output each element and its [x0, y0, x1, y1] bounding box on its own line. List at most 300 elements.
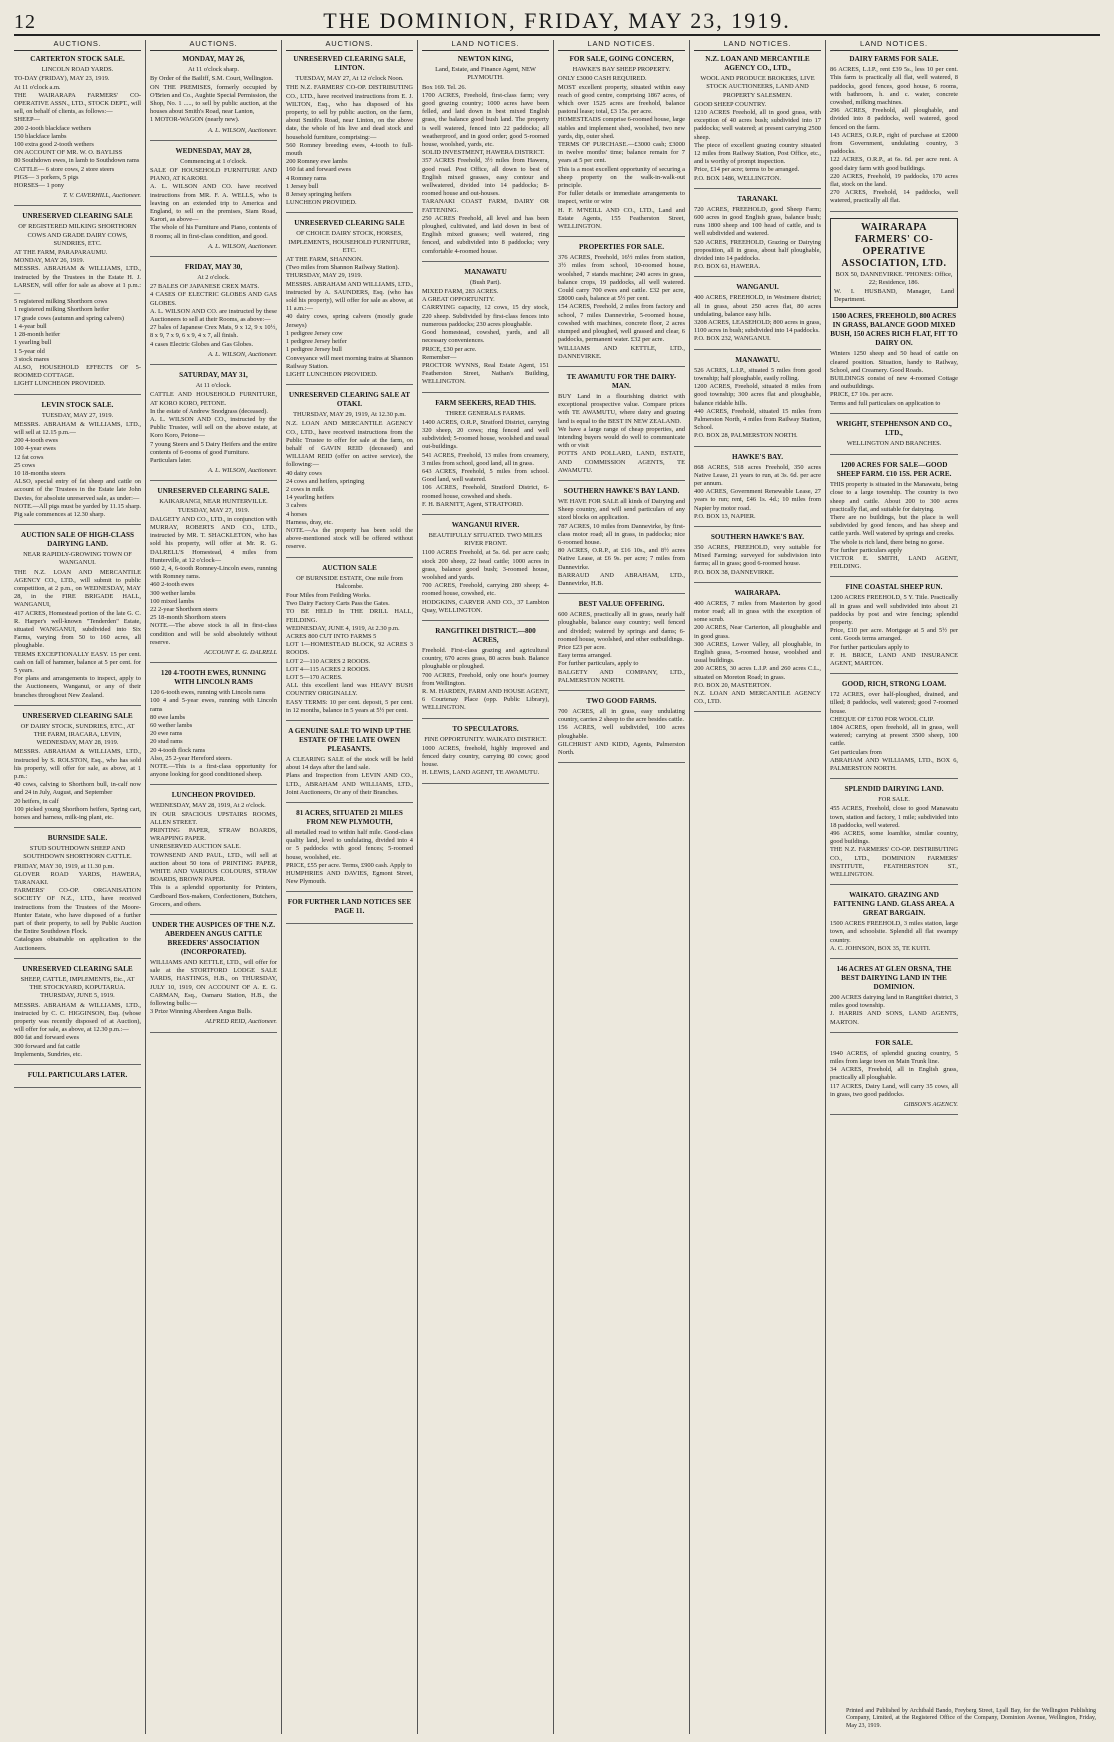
ad-text: MESSRS. ABRAHAM & WILLIAMS, LTD., instructed by S. ROLSTON, Esq., who has sold his property, will offer for sale, as above, at 1 p.m.: — [14, 748, 141, 781]
ad-text: H. F. M'NEILL AND CO., LTD., Land and Estate Agents, 155 Featherston Street, WELLINGTON. — [558, 206, 685, 231]
ad-text: 1 registered milking Shorthorn heifer — [14, 306, 110, 314]
ad-text: 17 grade cows (autumn and spring calvers) — [14, 314, 125, 322]
ad-text: We have a large range of cheap properties, and intending buyers would do well to communicate with or visit — [558, 425, 685, 450]
ad-subheadline: HAWKE'S BAY SHEEP PROPERTY. — [572, 66, 671, 74]
ad-signature: ACCOUNT E. G. DALRELL — [204, 648, 277, 656]
ad-subheadline: NEAR RAPIDLY-GROWING TOWN OF WANGANUI. — [23, 551, 132, 567]
ad-headline: LUNCHEON PROVIDED. — [171, 791, 256, 800]
ad-text: The piece of excellent grazing country situated 12 miles from Railway Station, Post Office, etc., and is worthy of prompt inspection. — [694, 141, 821, 166]
ad-headline: FARM SEEKERS, READ THIS. — [435, 398, 536, 407]
ad-text: 1 Jersey bull — [286, 182, 319, 190]
advertisement — [286, 55, 413, 213]
ad-text: LOT 1—HOMESTEAD BLOCK, 92 ACRES 3 ROODS. — [286, 641, 413, 657]
ad-text: Good homestead, cowshed, yards, and all necessary conveniences. — [422, 329, 549, 345]
ad-text: Harness, dray, etc. — [286, 518, 333, 526]
column-2 — [146, 40, 282, 1734]
ad-text: (Two miles from Shannon Railway Station). — [286, 264, 400, 272]
ad-text: 455 ACRES, Freehold, close to good Manawatu town, station and factory, 1 mile; subdivided into 18 paddocks, well watered. — [830, 805, 958, 829]
ad-headline: BEST VALUE OFFERING. — [578, 600, 665, 609]
advertisement — [830, 583, 958, 674]
ad-text: 200 2-tooth blackface wethers — [14, 124, 92, 132]
advertisement — [830, 1039, 958, 1115]
ad-headline: WANGANUI RIVER. — [451, 520, 520, 529]
ad-text: BALGETY AND COMPANY, LTD., PALMERSTON NORTH. — [558, 668, 685, 684]
advertisement — [694, 533, 821, 583]
ad-text: 20 heifers, in calf — [14, 797, 59, 805]
ad-text: HODGKINS, CARVER AND CO., 37 Lambton Quay, WELLINGTON. — [422, 598, 549, 614]
advertisement — [422, 55, 549, 262]
ad-headline: UNRESERVED CLEARING SALE — [22, 711, 133, 720]
ad-text: 156 ACRES, well subdivided, 100 acres ploughable. — [558, 724, 685, 740]
ad-text: Price £23 per acre. — [558, 643, 606, 651]
ad-text: THE N.Z. LOAN AND MERCANTILE AGENCY CO., LTD., will submit to public competition, at 2 p.m., on WEDNESDAY, MAY 28, in the FIRE BRIGADE HALL, WANGANUI, — [14, 568, 141, 609]
advertisement — [558, 373, 685, 481]
advertisement — [150, 487, 277, 663]
ad-headline: WAIRARAPA. — [734, 588, 781, 597]
ad-text: N.Z. LOAN AND MERCANTILE AGENCY CO., LTD., have received instructions from the Public Trustee to offer for sale at the farm, on behalf of GAVIN REID (deceased) and WILLIAM REID (offer on active service), the following:— — [286, 420, 413, 469]
advertisement — [558, 697, 685, 763]
ad-subheadline: LINCOLN ROAD YARDS. — [41, 66, 114, 74]
column-1 — [10, 40, 146, 1734]
ad-text: 1 pedigree Jersey bull — [286, 346, 342, 354]
ad-text: 60 wether lambs — [150, 722, 193, 729]
ad-text: SHEEP— — [14, 116, 40, 124]
ad-subheadline: At 11 o'clock sharp. — [188, 66, 239, 74]
ad-text: 4 horses — [286, 510, 308, 518]
ad-text: 200 ACRES, Near Carterton, all ploughable and in good grass. — [694, 624, 821, 640]
ad-text: 400 ACRES, Government Renewable Lease, 27 years to run; rent, £46 1s. 4d.; 10 miles from Napier by motor road. — [694, 488, 821, 512]
ad-text: F. H. BARNITT, Agent, STRATFORD. — [422, 500, 524, 508]
advertisement — [286, 564, 413, 721]
ad-text: SALE OF HOUSEHOLD FURNITURE AND PIANO, AT KARORI. — [150, 167, 277, 183]
ad-text: NOTE.—As the property has been sold the above-mentioned stock will be offered without reserve. — [286, 526, 413, 551]
advertisement — [694, 55, 821, 189]
ad-text: 1 MOTOR-WAGON (nearly new). — [150, 116, 240, 124]
ad-headline: AUCTION SALE — [322, 563, 377, 572]
advertisement — [830, 55, 958, 211]
ad-text: Also, 25 2-year Hereford steers. — [150, 754, 232, 762]
ad-text: Implements, Sundries, etc. — [14, 1050, 82, 1058]
ad-text: 24 cows and heifers, springing — [286, 477, 365, 485]
ad-subheadline: BOX 50, DANNEVIRKE. 'PHONES: Office, 22; Residence, 186. — [835, 270, 953, 286]
ad-text: SOLID INVESTMENT, HAWERA DISTRICT. — [422, 149, 545, 157]
ad-subheadline: At 11 o'clock. — [195, 382, 232, 390]
ad-headline: CARTERTON STOCK SALE. — [30, 55, 125, 64]
masthead — [14, 8, 1100, 36]
ad-headline: FOR FURTHER LAND NOTICES SEE PAGE 11. — [287, 898, 412, 916]
ad-subheadline: (Bush Part). — [470, 278, 501, 286]
ad-signature: A. L. WILSON, Auctioneer. — [208, 467, 277, 475]
ad-headline: FRIDAY, MAY 30, — [184, 263, 243, 272]
ad-text: 4 cases Electric Globes and Gas Globes. — [150, 340, 254, 348]
ad-text: TO BE HELD In THE DRILL HALL, FEILDING. — [286, 608, 413, 624]
ad-text: The whole of his Furniture and Piano, contents of 8 rooms; all in first-class condition, and good. — [150, 224, 277, 240]
ad-text: 600 ACRES, practically all in grass, nearly half ploughable, balance easy country; well fenced and divided; watered by springs and dams; 6-roomed house, woolshed, and other outbuildings. — [558, 611, 685, 643]
advertisement — [14, 212, 141, 394]
ad-text: Two Dairy Factory Carts Pass the Gates. — [286, 600, 390, 608]
ad-text: P.O. BOX 1486, WELLINGTON. — [694, 174, 781, 182]
ad-text: J. HARRIS AND SONS, LAND AGENTS, MARTON. — [830, 1010, 958, 1026]
ad-text: 40 dairy cows — [286, 469, 322, 477]
ad-text: Particulars later. — [150, 456, 192, 464]
ad-text: NOTE.—All pigs must be yarded by 11.15 sharp. Pig sale commences at 12.30 sharp. — [14, 502, 141, 518]
ad-text: THE N.Z. FARMERS' CO-OP. DISTRIBUTING CO., LTD., have received instructions from E. J. WILTON, Esq., who has disposed of his property, to sell by public auction, on the farm, about Smith's Road, near Linton, on the above date, the whole of his live and dead stock and household furniture, comprising:— — [286, 84, 413, 141]
column-heading: AUCTIONS. — [14, 40, 141, 51]
ad-text: TO-DAY (FRIDAY), MAY 23, 1919. — [14, 75, 110, 83]
ad-headline: TE AWAMUTU FOR THE DAIRY-MAN. — [566, 372, 677, 390]
ad-text: H. LEWIS, LAND AGENT, TE AWAMUTU. — [422, 769, 540, 777]
ad-text: MIXED FARM, 283 ACRES. — [422, 288, 499, 296]
ad-text: 350 ACRES, FREEHOLD, very suitable for Mixed Farming; surveyed for subdivision into farms; all in grass; good 6-roomed house. — [694, 543, 821, 568]
ad-text: Four Miles from Feilding Works. — [286, 591, 371, 599]
ad-text: 25 cows — [14, 461, 36, 469]
ad-text: CATTLE AND HOUSEHOLD FURNITURE, AT KORO KORO, PETONE. — [150, 391, 277, 407]
ad-text: 143 ACRES, O.R.P., right of purchase at £2000 from Government, undulating country, 3 paddocks. — [830, 131, 958, 156]
ad-subheadline: OF CHOICE DAIRY STOCK, HORSES, IMPLEMENTS, HOUSEHOLD FURNITURE, ETC. — [288, 230, 411, 254]
ad-text: 400 ACRES, 7 miles from Masterton by good motor road; all in grass with the exception of some scrub. — [694, 599, 821, 624]
ad-headline: TARANAKI. — [737, 194, 778, 203]
advertisement — [150, 921, 277, 1033]
ad-headline: FOR SALE. — [875, 1038, 913, 1047]
ad-text: 117 ACRES, Dairy Land, will carry 35 cows, all in grass, two good paddocks. — [830, 1082, 958, 1098]
advertisement — [150, 55, 277, 141]
ad-headline: 1500 ACRES, FREEHOLD, 800 ACRES IN GRASS, BALANCE GOOD MIXED BUSH, 150 ACRES RICH FLAT, FIT TO DAIRY ON. — [830, 312, 958, 348]
ad-subheadline: KAIKARANGI, NEAR HUNTERVILLE. TUESDAY, MAY 27, 1919. — [159, 498, 268, 514]
ad-text: 496 ACRES, some loamlike, similar country, good buildings. — [830, 830, 958, 846]
ad-text: A. C. JOHNSON, BOX 35, TE KUITI. — [830, 944, 931, 952]
ad-text: WEDNESDAY, MAY 28, 1919, At 2 o'clock. — [150, 802, 266, 810]
ad-subheadline: BEAUTIFULLY SITUATED. TWO MILES RIVER FRONT. — [428, 531, 543, 548]
ad-text: ONLY £3000 CASH REQUIRED. — [558, 75, 647, 83]
ad-headline: WAIRARAPA FARMERS' CO-OPERATIVE ASSOCIATION, LTD. — [841, 221, 947, 269]
advertisement — [694, 195, 821, 278]
advertisement — [830, 785, 958, 885]
advertisement — [14, 834, 141, 959]
ad-text: 100 4-year ewes — [14, 445, 56, 453]
advertisement — [286, 727, 413, 803]
advertisement — [286, 898, 413, 924]
ad-text: FARMERS' CO-OP. ORGANISATION SOCIETY OF N.Z., LTD., have received instructions from the Trustees of the Moore-Hunter Estate, who have disposed of a further part of their property, to sell by Public Auction the Entire Southdown Flock. — [14, 887, 141, 936]
ad-text: 1 yearling bull — [14, 339, 52, 347]
ad-text: 700 ACRES, Freehold, only one hour's journey from Wellington. — [422, 671, 549, 687]
ad-text: MESSRS. ABRAHAM & WILLIAMS, LTD., instructed by C. C. HIGGINSON, Esq. (whose property was recently disposed of at Auction), will offer for sale, as above, at 12.30 p.m.:— — [14, 1001, 141, 1034]
ad-text: 100 picked young Shorthorn heifers, Spring cart, horses and harness, milk-ing plant, etc. — [14, 805, 141, 822]
ad-text: 12 fat cows — [14, 453, 44, 461]
ad-text: 34 ACRES, Freehold, all in English grass, practically all ploughable. — [830, 1066, 958, 1082]
ad-text: Easy terms arranged. — [558, 652, 612, 660]
ad-text: PRICE, £7 10s. per acre. — [830, 391, 894, 399]
ad-headline: SPLENDID DAIRYING LAND. — [844, 785, 944, 794]
ad-text: 560 Romney breeding ewes, 4-tooth to full-mouth — [286, 141, 413, 158]
advertisement — [694, 589, 821, 713]
ad-text: MONDAY, MAY 26, 1919. — [14, 257, 85, 265]
ad-text: 1 4-year bull — [14, 322, 47, 330]
ad-text: Plans and Inspection from LEVIN AND CO., LTD., ABRAHAM AND WILLIAMS, LTD., Joint Auctioneers, Or any of their Branches. — [286, 772, 413, 796]
ad-text: W. I. HUSBAND, Manager, Land Department. — [834, 288, 954, 304]
ad-text: FRIDAY, MAY 30, 1919, at 11.30 p.m. — [14, 862, 115, 870]
ad-headline: FINE COASTAL SHEEP RUN. — [845, 583, 943, 592]
ad-headline: SOUTHERN HAWKE'S BAY LAND. — [563, 486, 680, 495]
advertisement — [558, 55, 685, 237]
ad-text: A. L. WILSON AND CO. have received instructions from MR. F. A. WELLS, who is leaving on an extended trip to America and England, to sell on the premises, Siam Road, Karori, as above— — [150, 183, 277, 224]
ad-text: Winters 1250 sheep and 50 head of cattle on cleared position. Situation, handy to Railway, School, and Creamery. Good Roads. — [830, 350, 958, 374]
ad-text: ALL this excellent land was HEAVY BUSH COUNTRY ORIGINALLY. — [286, 682, 413, 698]
ad-text: At 11 o'clock a.m. — [14, 83, 61, 91]
ad-text: In the estate of Andrew Snodgrass (deceased). — [150, 407, 269, 415]
ad-text: HUMPHRIES AND DAVIES, Egmont Street, New Plymouth. — [286, 870, 413, 886]
ad-text: LOT 4—115 ACRES 2 ROODS. — [286, 665, 371, 673]
ad-text: BUY Land in a flourishing district with exceptional prospective value. Compare prices with TE AWAMUTU, where dairy and grazing land is equal to the BEST IN NEW ZEALAND. — [558, 392, 685, 425]
ad-text: Freehold. First-class grazing and agricultural country, 670 acres grass, 80 acres bush. Balance ploughable or ploughed. — [422, 646, 549, 671]
ad-signature: GIBSON'S AGENCY. — [903, 1101, 958, 1109]
ad-text: For further particulars apply — [830, 546, 903, 554]
ad-text: 1200 ACRES FREEHOLD, 5 Y. Title. Practically all in grass and well subdivided into about 21 paddocks by post and wire fencing; splendid property. — [830, 594, 958, 626]
ad-text: IN OUR SPACIOUS UPSTAIRS ROOMS, ALLEN STREET. — [150, 810, 277, 826]
ad-headline: 81 ACRES, SITUATED 21 MILES FROM NEW PLYMOUTH, — [296, 809, 403, 827]
ad-subheadline: STUD SOUTHDOWN SHEEP AND SOUTHDOWN SHORTHORN CATTLE. — [23, 845, 132, 861]
ad-text: Price, £10 per acre. Mortgage at 5 and 5½ per cent. Goods terms arranged. — [830, 627, 958, 643]
ad-signature: T. V. CAVERHILL, Auctioneer. — [63, 192, 141, 200]
ad-headline: 146 ACRES AT GLEN ORSNA, THE BEST DAIRYING LAND IN THE DOMINION. — [836, 965, 952, 992]
advertisement — [558, 600, 685, 691]
ad-text: Price, £14 per acre; terms to be arranged. — [694, 166, 800, 174]
ad-text: 1 pedigree Jersey cow — [286, 329, 343, 337]
ad-text: Terms and full particulars on application to — [830, 399, 941, 407]
ad-headline: UNRESERVED CLEARING SALE AT OTAKI. — [288, 391, 411, 409]
ad-subheadline: Commencing at 1 o'clock. — [180, 157, 247, 165]
ad-text: 1 pedigree Jersey heifer — [286, 338, 347, 346]
ad-text: 200 ACRES dairying land in Rangitikei district, 3 miles good township. — [830, 994, 958, 1010]
ad-text: NOTE.—This is a first-class opportunity for anyone looking for good conditioned sheep. — [150, 763, 277, 779]
ad-signature: ALFRED REID, Auctioneer. — [205, 1018, 277, 1026]
ad-text: 417 ACRES, Homestead portion of the late G. C. R. Harper's well-known "Tenderden" Estate, situated WANGANUI, subdivided into Six Farms, varying from 50 to 160 acres, all ploughable. — [14, 609, 141, 650]
ad-text: 22 2-year Shorthorn steers — [150, 605, 218, 613]
ad-text: HOMESTEADS comprise 6-roomed house, large stables and implement shed, woolshed, two new yards, dip, outer shed. — [558, 116, 685, 140]
ad-headline: MONDAY, MAY 26, — [182, 55, 245, 64]
ad-text: 27 bales of Japanese Crex Mats, 9 x 12, 9 x 10½, 8 x 9, 7 x 9, 6 x 9, 4 x 7, all finish. — [150, 324, 277, 340]
ad-headline: A GENUINE SALE TO WIND UP THE ESTATE OF THE LATE OWEN PLEASANTS. — [288, 727, 411, 754]
ad-text: 460 2-tooth ewes — [150, 581, 195, 589]
ad-text: 357 ACRES Freehold, 3½ miles from Hawera, good road. Post Office, all down to best of English mixed grasses, easy contour and wellwatered, divided into 14 paddocks; 8-roomed house and out-houses. — [422, 157, 549, 198]
advertisement — [830, 312, 958, 413]
ad-text: MESSRS. ABRAHAM & WILLIAMS, LTD., instructed by the Trustees in the Estate H. J. LARSEN, will offer for sale as above at 1 p.m.:— — [14, 265, 141, 298]
newspaper-title: THE DOMINION, FRIDAY, MAY 23, 1919. — [323, 8, 791, 33]
advertisement — [14, 965, 141, 1065]
ad-text: LIGHT LUNCHEON PROVIDED. — [286, 370, 378, 378]
ad-text: 172 ACRES, over half-ploughed, drained, and tilled; 8 paddocks, well watered; good 7-roomed house. — [830, 691, 958, 715]
ad-text: ON THE PREMISES, formerly occupied by O'Brien and Co., Aughtie Special Permission, the Shop, No. 1 ....., to sell by public auction, at the houses about Smith's Road, near Lanton, — [150, 83, 277, 116]
ad-text: P.O. BOX 20, MASTERTON. — [694, 681, 772, 689]
ad-text: There are no buildings, but the place is well subdivided by good fences, and has sheep and cattle yards. Well watered by springs and creeks. — [830, 513, 958, 538]
advertisement — [14, 1071, 141, 1088]
ad-text: 5 registered milking Shorthorn cows — [14, 298, 108, 306]
ad-text: 106 ACRES, Freehold, Stratford District, 6-roomed house, cowshed and sheds. — [422, 484, 549, 500]
advertisement — [422, 725, 549, 784]
ad-text: 120 6-tooth ewes, running with Lincoln rams — [150, 689, 266, 697]
ad-text: A CLEARING SALE of the stock will be held about 14 days after the land sale. — [286, 756, 413, 772]
ad-text: BUILDINGS consist of new 4-roomed Cottage and outbuildings. — [830, 375, 958, 391]
ad-text: 86 ACRES, L.I.P., rent £39 5s., less 10 per cent. This farm is practically all flat, well watered, 8 paddocks, good fences, good house, 6 rooms, with bathroom, h. and c. water, concrete cowshed, milking machines. — [830, 66, 958, 107]
ad-headline: DAIRY FARMS FOR SALE. — [849, 55, 939, 64]
newspaper-columns — [10, 40, 1104, 1734]
ad-text: 122 ACRES, O.R.P., at 6s. 6d. per acre rent. A good dairy farm with good buildings. — [830, 156, 958, 172]
ad-text: all metalled road to within half mile. Good-class quality land, level to undulating, divided into 4 or 5 paddocks with good fences; 5-roomed house, woolshed, etc. — [286, 829, 413, 861]
ad-signature: A. L. WILSON, Auctioneer. — [208, 350, 277, 358]
ad-text: 1940 ACRES, of splendid grazing country, 5 miles from large town on Main Trunk line. — [830, 1049, 958, 1066]
ad-headline: GOOD, RICH, STRONG LOAM. — [841, 680, 947, 689]
ad-text: 800 fat and forward ewes — [14, 1034, 79, 1042]
ad-signature: A. L. WILSON, Auctioneer. — [208, 242, 277, 250]
ad-headline: UNDER THE AUSPICES OF THE N.Z. ABERDEEN ANGUS CATTLE BREEDERS' ASSOCIATION (INCORPORATED). — [151, 921, 276, 957]
ad-headline: UNRESERVED CLEARING SALE — [22, 212, 133, 221]
advertisement — [830, 420, 958, 455]
ad-text: THE N.Z. FARMERS' CO-OP. DISTRIBUTING CO., LTD., DOMINION FARMERS' INSTITUTE, FEATHERSTON ST., WELLINGTON. — [830, 846, 958, 879]
ad-text: 150 blackface lambs — [14, 132, 67, 140]
ad-headline: AUCTION SALE OF HIGH-CLASS DAIRYING LAND. — [21, 531, 134, 549]
advertisement — [694, 283, 821, 349]
column-4 — [418, 40, 554, 1734]
ad-text: 376 ACRES, Freehold, 16½ miles from station, 3½ miles from school, 10-roomed house, woolshed, 7 stands machine; 240 acres in grass, balance crops, 19 paddocks, all well watered. Could carry 700 ewes and cattle. £32 per acre, £8000 cash, balance at 5½ per cent. — [558, 254, 685, 303]
ad-text: 40 dairy cows, spring calvers (mostly grade Jerseys) — [286, 313, 413, 329]
ad-text: WILLIAMS AND KETTLE, LTD., will offer for sale at the STORTFORD LODGE SALE YARDS, HASTINGS, H.B., on THURSDAY, JULY 10, 1919, ON ACCOUNT OF A. E. G. CARMAN, Esq., Oamaru Station, H.B., the following bulls:— — [150, 959, 277, 1008]
ad-text: For further particulars, apply to — [558, 660, 639, 668]
ad-text: 25 18-month Shorthorn steers — [150, 614, 227, 622]
ad-text: 200 Romney ewe lambs — [286, 158, 348, 166]
ad-text: 3 stock mares — [14, 355, 50, 363]
ad-text: AT THE FARM, SHANNON. — [286, 256, 363, 264]
ad-text: LOT 2—110 ACRES 2 ROODS. — [286, 657, 371, 665]
ad-text: The whole is rich land, there being no gorse. — [830, 538, 944, 546]
advertisement — [150, 147, 277, 257]
ad-subheadline: OF DAIRY STOCK, SUNDRIES, ETC., AT THE FARM, IRACARA, LEVIN, WEDNESDAY, MAY 28, 1919. — [20, 722, 135, 747]
ad-subheadline: TUESDAY, MAY 27, At 12 o'clock Noon. — [295, 75, 404, 83]
column-heading: LAND NOTICES. — [830, 40, 958, 51]
ad-headline: FOR SALE, GOING CONCERN, — [569, 55, 674, 64]
ad-text: MESSRS. ABRAHAM & WILLIAMS, LTD., will sell at 12.15 p.m.— — [14, 420, 141, 436]
column-heading: LAND NOTICES. — [558, 40, 685, 51]
ad-text: R. M. HARDEN, FARM AND HOUSE AGENT, 6 Courtenay Place (opp. Public Library), WELLINGTON. — [422, 688, 549, 712]
ad-text: MESSRS. ABRAHAM AND WILLIAMS, LTD., instructed by A. SAUNDERS, Esq. (who has sold his property), will offer for sale as above, at 11 a.m.:— — [286, 280, 413, 313]
ad-text: UNRESERVED AUCTION SALE. — [150, 843, 241, 851]
ad-headline: WANGANUI. — [736, 283, 779, 292]
ad-subheadline: FOR SALE. — [878, 796, 910, 804]
ad-text: 80 ewe lambs — [150, 713, 186, 721]
ad-text: 440 ACRES, Freehold, situated 15 miles from Palmerston North, 4 miles from Railway Station, School. — [694, 407, 821, 432]
ad-text: TARANAKI COAST FARM, DAIRY OR FATTENING. — [422, 198, 549, 214]
advertisement — [14, 55, 141, 206]
ad-text: P.O. BOX 38, DANNEVIRKE. — [694, 568, 775, 576]
advertisement — [830, 891, 958, 959]
advertisement — [558, 243, 685, 367]
ad-text: P.O. BOX 61, HAWERA. — [694, 263, 761, 271]
ad-text: THE WAIRARAPA FARMERS' CO-OPERATIVE ASSN., LTD., STOCK DEPT., will sell, on behalf of clients, as follows:— — [14, 91, 141, 116]
imprint: Printed and Published by Archibald Bando, Freyberg Street, Lyall Bay, for the Wellington Publishing Company, Limited, at the Registered Office of the Company, Dominion Avenue, Wellington, Friday, May 23, 1919. — [846, 1707, 1096, 1729]
advertisement — [14, 531, 141, 706]
ad-text: AT THE FARM, PARAPARAUMU. — [14, 249, 108, 257]
ad-subheadline: Land, Estate, and Finance Agent, NEW PLYMOUTH. — [435, 66, 536, 82]
ad-text: LOT 5—170 ACRES. — [286, 674, 343, 681]
ad-text: 526 ACRES, L.I.P., situated 5 miles from good township; half ploughable, easily rolling. — [694, 366, 821, 382]
ad-text: TERMS OF PURCHASE.—£3000 cash; £3000 in twelve months' time; balance remain for 7 years at 5 per cent. — [558, 141, 685, 165]
ad-signature: A. L. WILSON, Auctioneer. — [208, 126, 277, 134]
ad-text: 14 yearling heifers — [286, 494, 334, 502]
ad-text: 20 ewe rams — [150, 730, 183, 738]
ad-text: 787 ACRES, 10 miles from Dannevirke, by first-class motor road; all in grass, in paddocks; nice 6-roomed house. — [558, 522, 685, 546]
ad-headline: SOUTHERN HAWKE'S BAY. — [710, 532, 805, 541]
ad-text: PRINTING PAPER, STRAW BOARDS, WRAPPING PAPER. — [150, 827, 277, 843]
ad-headline: UNRESERVED CLEARING SALE — [294, 219, 405, 228]
ad-text: N.Z. LOAN AND MERCANTILE AGENCY CO., LTD. — [694, 689, 821, 706]
ad-headline: BURNSIDE SALE. — [47, 834, 108, 843]
advertisement — [422, 268, 549, 393]
ad-subheadline: OF BURNSIDE ESTATE, One mile from Halcombe. — [296, 574, 403, 590]
ad-subheadline: At 2 o'clock. — [197, 274, 230, 282]
ad-text: 27 BALES OF JAPANESE CREX MATS. — [150, 283, 260, 291]
column-7 — [826, 40, 962, 1734]
ad-text: WILLIAMS AND KETTLE, LTD., DANNEVIRKE. — [558, 344, 685, 360]
advertisement — [150, 669, 277, 785]
ad-text: 300 forward and fat cattle — [14, 1042, 81, 1050]
ad-text: 220 ACRES, Freehold, 19 paddocks, 170 acres flat, stock on the land. — [830, 172, 958, 189]
ad-text: 200 ACRES, 30 acres L.I.P. and 260 acres C.L., situated on Moreton Road; in grass. — [694, 665, 821, 681]
ad-text: Remember— — [422, 353, 457, 361]
ad-headline: PROPERTIES FOR SALE. — [578, 243, 664, 252]
advertisement — [694, 453, 821, 527]
ad-text: Box 169. Tel. 26. — [422, 83, 467, 91]
ad-text: POTTS AND POLLARD, LAND, ESTATE, AND COMMISSION AGENTS, TE AWAMUTU. — [558, 450, 685, 474]
ad-text: GLOVER ROAD YARDS, HAWERA, TARANAKI. — [14, 870, 141, 887]
ad-text: 300 wether lambs — [150, 589, 196, 597]
ad-text: Catalogues obtainable on application to the Auctioneers. — [14, 936, 141, 952]
ad-text: 7 young Steers and 5 Dairy Heifers and the entire contents of 6-rooms of good Furniture. — [150, 440, 277, 456]
ad-text: 20 stud rams — [150, 738, 183, 746]
ad-text: Get particulars from — [830, 748, 882, 756]
ad-text: 3 calves — [286, 502, 307, 510]
page-number: 12 — [14, 11, 36, 33]
ad-text: 100 mixed lambs — [150, 597, 195, 605]
ad-text: 541 ACRES, Freehold, 13 miles from creamery, 3 miles from school, good land, all in grass. — [422, 451, 549, 467]
ad-text: 3208 ACRES, LEASEHOLD; 800 acres in grass, 1100 acres in bush; subdivided into 14 paddocks. — [694, 319, 821, 335]
ad-headline: NEWTON KING, — [457, 55, 514, 64]
ad-text: 100 extra good 2-tooth wethers — [14, 141, 94, 149]
ad-headline: RANGITIKEI DISTRICT.—800 ACRES, — [435, 626, 536, 644]
ad-text: For plans and arrangements to inspect, apply to the Auctioneers, Wanganui, or any of their branches throughout New Zealand. — [14, 675, 141, 699]
advertisement — [422, 399, 549, 515]
advertisement — [14, 401, 141, 526]
advertisement — [150, 791, 277, 915]
advertisement — [694, 356, 821, 447]
column-heading: AUCTIONS. — [150, 40, 277, 51]
ad-text: A GREAT OPPORTUNITY. — [422, 296, 495, 304]
ad-headline: UNRESERVED CLEARING SALE — [22, 964, 133, 973]
ad-text: 270 ACRES, Freehold, 14 paddocks, well watered, practically all flat. — [830, 189, 958, 205]
ad-headline: TO SPECULATORS. — [452, 724, 519, 733]
ad-text: By Order of the Bailiff, S.M. Court, Wellington. — [150, 75, 274, 83]
column-5 — [554, 40, 690, 1734]
ad-headline: MANAWATU. — [735, 355, 780, 364]
advertisement — [422, 627, 549, 719]
ad-text: 160 fat and forward ewes — [286, 166, 351, 174]
ad-text: GILCHRIST AND KIDD, Agents, Palmerston North. — [558, 740, 685, 757]
ad-text: 1500 ACRES FREEHOLD, 3 miles station, large town, and schoolsite. Splendid all flat swampy country. — [830, 920, 958, 944]
advertisement — [558, 487, 685, 594]
ad-text: 1400 ACRES, O.R.P., Stratford District, carrying 320 sheep, 20 cows; ring fenced and well subdivided; 5-roomed house, woolshed and usual out-buildings. — [422, 418, 549, 451]
ad-text: THIS property is situated in the Manawatu, being close to a large township. The country is two sheep and cattle. About 200 to 300 acres practically flat, and suitable for dairying. — [830, 481, 958, 513]
ad-text: 3 Prize Winning Aberdeen Angus Bulls. — [150, 1008, 253, 1016]
ad-text: EASY TERMS: 10 per cent. deposit, 5 per cent. in 12 months, balance in 5 years at 5½ per cent. — [286, 698, 413, 714]
ad-subheadline: WOOL AND PRODUCE BROKERS, LIVE STOCK AUCTIONEERS, LAND AND PROPERTY SALESMEN. — [700, 75, 815, 99]
ad-text: 4 CASES OF ELECTRIC GLOBES AND GAS GLOBES. — [150, 291, 277, 307]
